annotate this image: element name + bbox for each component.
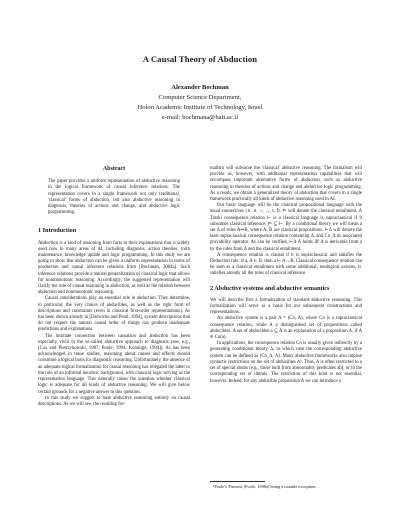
author-name: Alexander Bochman bbox=[171, 84, 229, 91]
left-column bbox=[38, 166, 190, 408]
section-2-heading: 2 Abductive systems and abductive semantics bbox=[210, 284, 330, 292]
section-1-heading: 1 Introduction bbox=[38, 227, 77, 235]
abstract-heading: Abstract bbox=[102, 166, 126, 172]
section-1-paragraph: Abduction is a kind of reasoning from facts to their explanations that is widely used now in many areas of AI, including diagnosis, action theories, truth maintenance, knowledge update and logic programming. In this study we are going to show that abduction can be given a uniform representation in terms of production and causal inference relations from [Bochman, 2004a]. Such inference relations provide a natural generalization of classical logic that allows for nonmonotonic reasoning. Accordingly, the suggested representation will clarify the role of causal reasoning in abduction, as well as the relation between abduction and nonmonotonic reasoning. bbox=[38, 240, 190, 296]
section-1-paragraph: In this study we suggest to base abductive reasoning entirely on causal descriptions. As we will see, the resulting for- bbox=[38, 395, 190, 407]
author-institution: Holon Academic Institute of Technology, Israel bbox=[137, 104, 263, 111]
author-email: e-mail: bochmana@hait.ac.il bbox=[161, 114, 239, 121]
body-paragraph: Our basic language will be the classical propositional language with the usual connectives (∧, ∨, ¬, →, t, f). ⊨ will denote the classical entailment. A Tarski consequence relation ⊢ is a classical language is supraclassical if it subsumes classical inference: ⊨ ⊆ ⊢. By a conditional theory we will mean a set Δ of rules A⇒B, where A, B are classical propositions. ⊢Δ will denote the least supraclassical consequence relation containing Δ, and Cn_Δ its associated provability operator. As can be verified, ⊢Δ A holds iff A is derivable from a by the rules from Δ and the classical entailment. bbox=[210, 203, 362, 252]
section-1-paragraph: Causal considerations play an essential role in abduction. They determine, in particular, the very choice of abducibles, as well as the right form of descriptions and constraints (even in classical first-order representations). As has been shown already in [Darwiche and Pearl, 1994], system descriptions that do not respect the natural causal order of things can produce inadequate predictions and explanations. bbox=[38, 296, 190, 333]
section-2-paragraph: We will describe first a formalization of standard abductive reasoning. This formalization will serve as a basis for our subsequent constructions and representations. bbox=[210, 297, 362, 316]
author-department: Computer Science Department, bbox=[158, 94, 242, 101]
section-2-paragraph: An abductive system is a pair A = (Cn, A), where Cn is a supraclassical consequence relation, while A a distinguished set of propositions called abducibles. A set of abducibles a ⊆ A is an explanation of a proposition A, if A ∈ Cn(a). bbox=[210, 316, 362, 341]
paper-title: A Causal Theory of Abduction bbox=[142, 54, 258, 64]
section-1-paragraph: The intimate connection between causation and abduction has been especially vivid in the so-called abductive approach to diagnosis (see, e.g., [Cox and Pietrzykowski, 1987; Poole, 1994; Konolige, 1994]). As has been acknowledged in these studies, reasoning about causes and effects should constitute a logical basis for diagnostic reasoning. Unfortunately, the absence of an adequate logical formalization for causal reasoning has relegated the latter to the role of an informal heuristic background, with classical logic serving as the representation language. This naturally raises the question whether classical logic is adequate for all kinds of abductive reasoning. We will give below certain grounds for a negative answer to this question. bbox=[38, 333, 190, 395]
section-2-paragraph: In applications, the consequence relation Cn is usually given indirectly by a generating conditional theory Δ, in which case the corresponding abductive system can be defined as (Cn_Δ, A). Many abductive frameworks also impose syntactic restrictions on the set of abducibles A¹. Thus, A is often restricted to a set of special atoms (e.g., those built from abnormality predicates ab), or to the corresponding set of literals. The restriction of this kind is not essential, however. Indeed, for any abducible proposition A we can introduce a bbox=[210, 341, 362, 384]
body-paragraph: A consequence relation is clausal if it is supraclassical and satisfies the Deduction rule: if a, A ⊢ B, then a ⊢ A→B. Classical consequence relation can be seen as a classical entailment with some additional, nonlogical axioms; it. satisfies already all the rules of classical inference. bbox=[210, 252, 362, 277]
abstract-text: The paper provides a uniform representation of abductive reasoning in the logical framework of causal inference relations. The representation covers in a single framework not only traditional, 'classical' forms of abduction, but also abductive reasoning in diagnosis, theories of actions and change, and abductive logic programming. bbox=[48, 179, 180, 216]
body-paragraph: malism will subsume the 'classical' abductive reasoning. The formalism will provide us, however, with additional representation capabilities that will encompass important alternative forms of abduction, such as abductive reasoning in theories of actions and change and abductive logic programming. As a result, we obtain a generalized theory of abduction that covers in a single framework practically all kinds of abductive reasoning used in AI. bbox=[210, 166, 362, 203]
right-column bbox=[210, 166, 362, 385]
author-block bbox=[0, 83, 400, 123]
footnote: ¹Poole's Theorist [Poole, 1988a] being a notable exception. bbox=[213, 484, 317, 489]
footnote-rule bbox=[210, 481, 265, 482]
